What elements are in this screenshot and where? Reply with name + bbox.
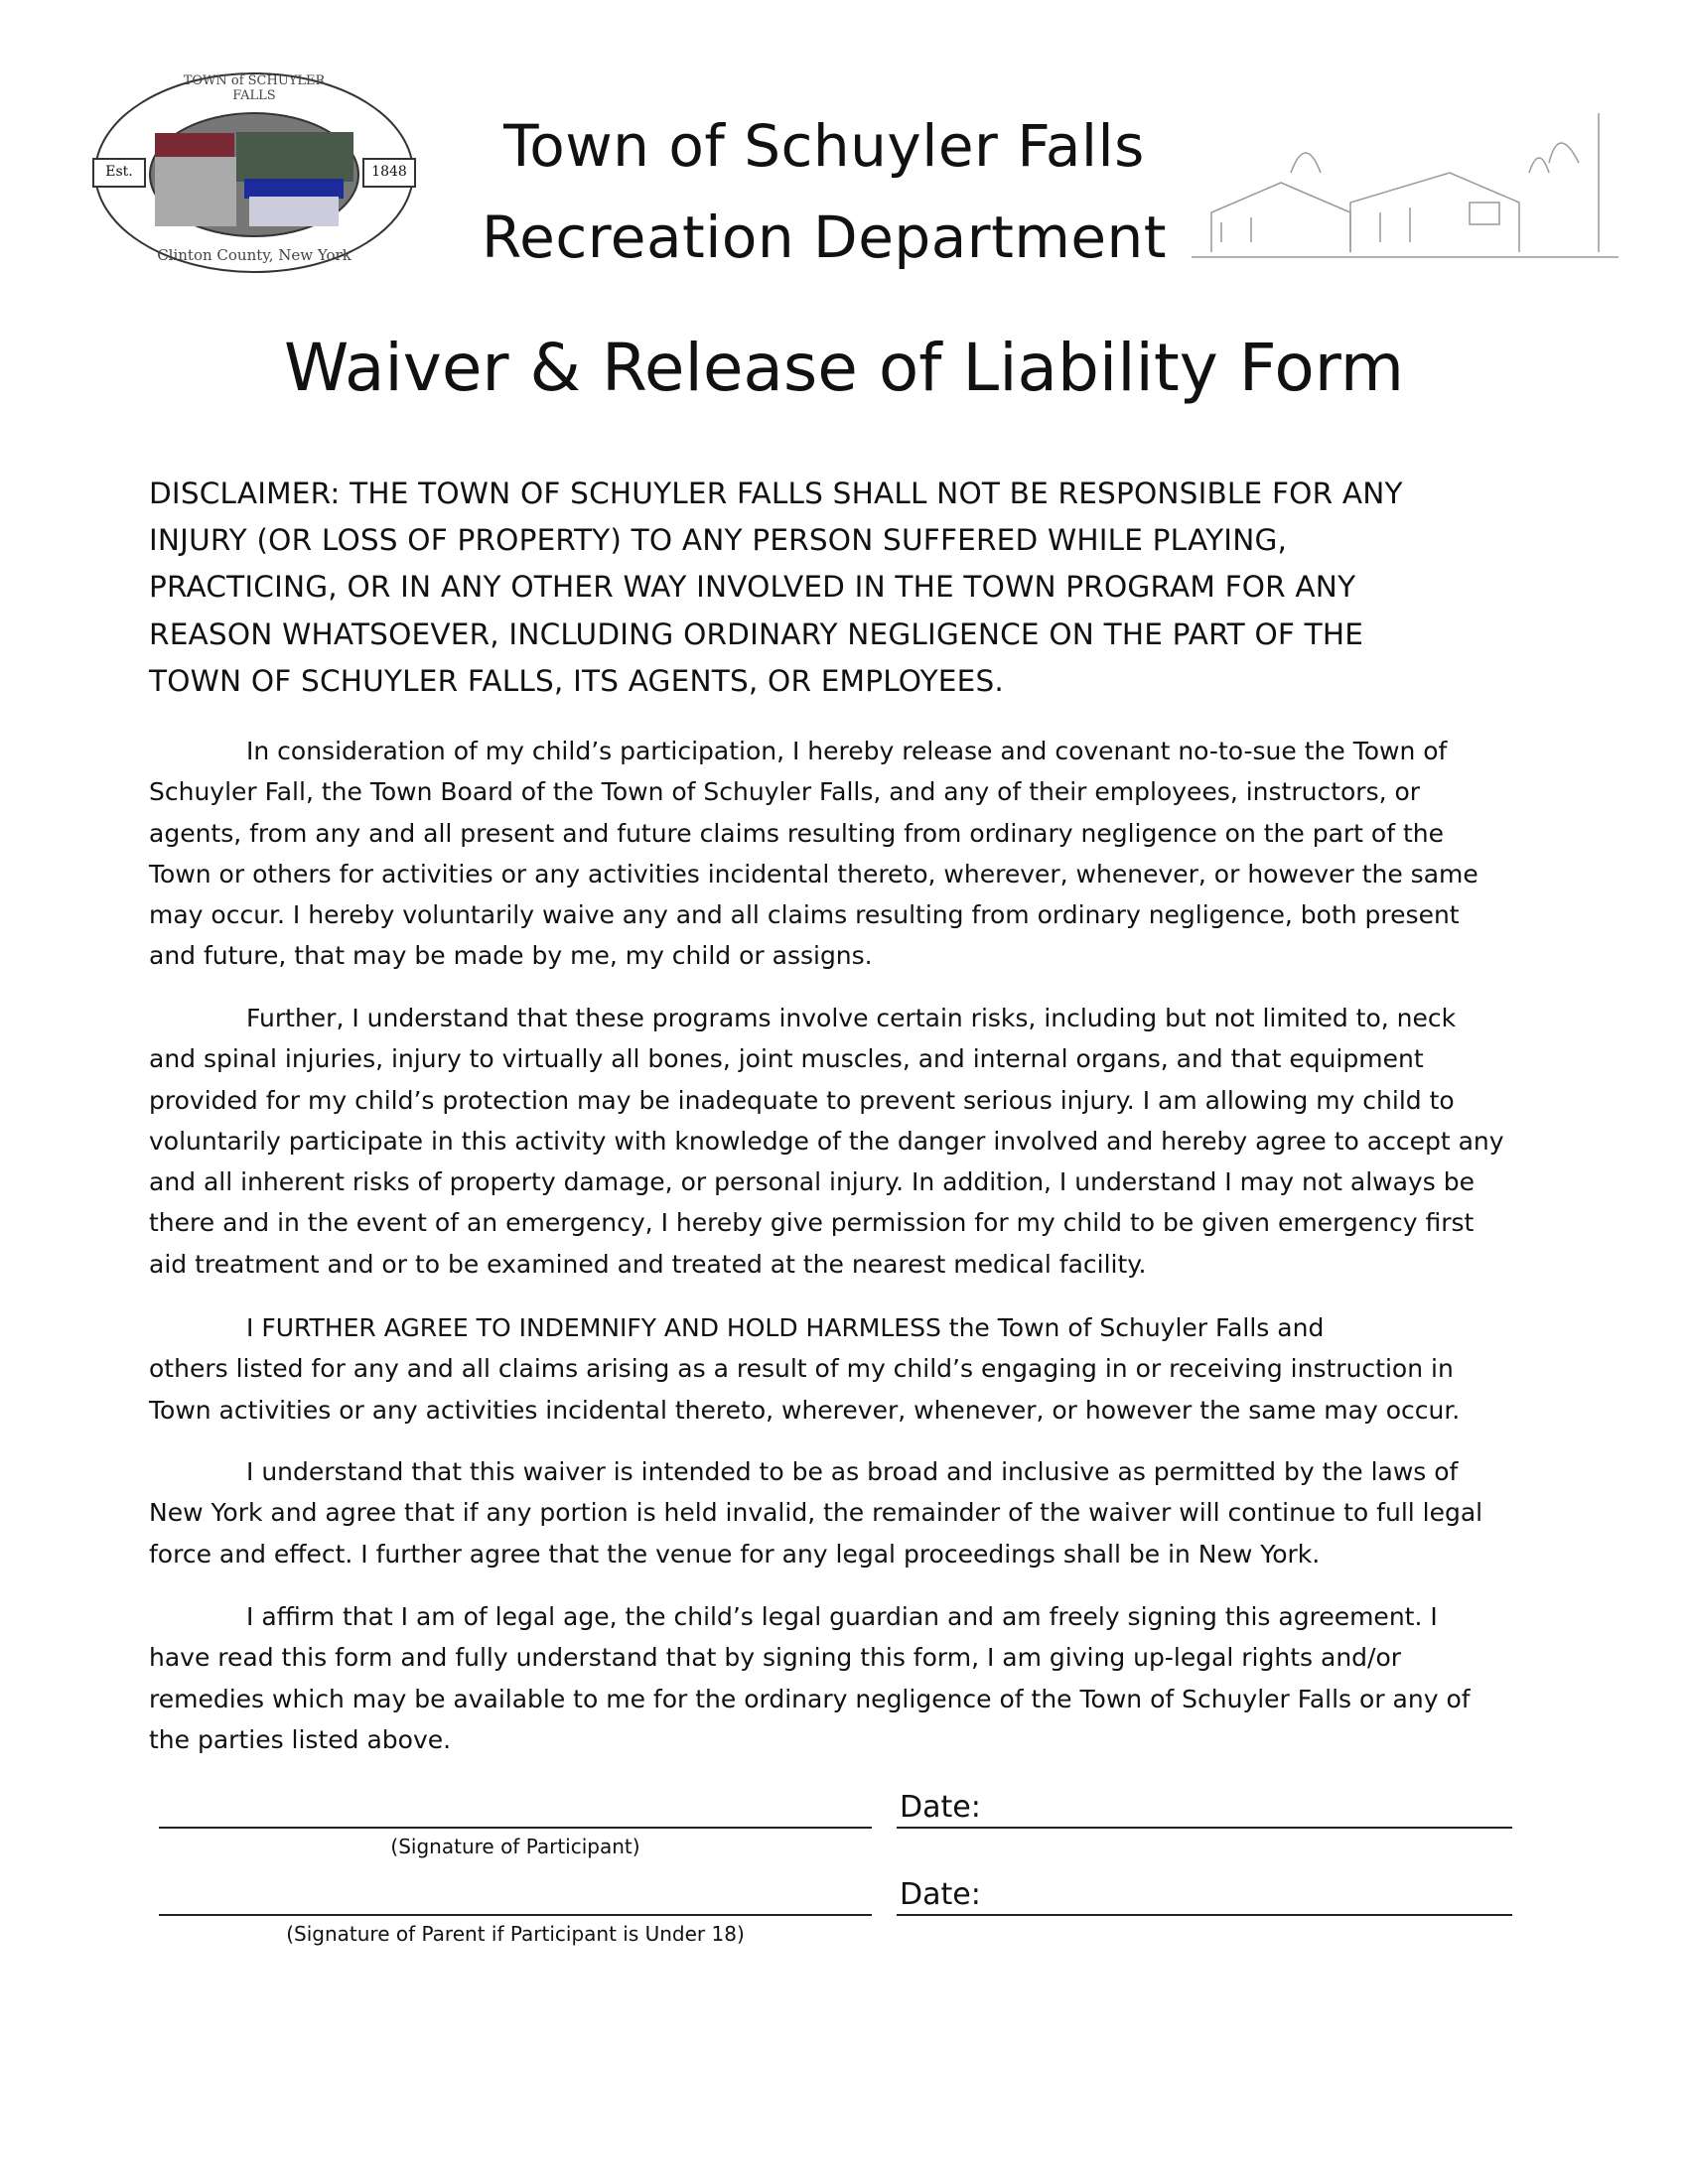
paragraph-line: New York and agree that if any portion is held invalid, the remainder of the waiver will continue to full legal <box>149 1498 1483 1528</box>
paragraph-line: agents, from any and all present and future claims resulting from ordinary negligence on the part of the <box>149 818 1444 848</box>
town-seal-logo <box>85 68 423 278</box>
paragraph-line: voluntarily participate in this activity with knowledge of the danger involved and hereby agree to accept any <box>149 1126 1504 1156</box>
town-hall-sketch-image <box>1192 103 1618 278</box>
parent-date-field[interactable] <box>897 1914 1512 1916</box>
seal-top-text: TOWN of SCHUYLER FALLS <box>183 73 326 103</box>
paragraph-line: Town activities or any activities incidental thereto, wherever, whenever, or however the same may occur. <box>149 1395 1461 1425</box>
paragraph-risks <box>149 998 1539 1285</box>
seal-bottom-text: Clinton County, New York <box>157 246 352 264</box>
paragraph-scope <box>149 1451 1539 1574</box>
participant-date-field[interactable] <box>897 1827 1512 1829</box>
parent-signature-label: (Signature of Parent if Participant is Under 18) <box>286 1922 745 1946</box>
form-title: Waiver & Release of Liability Form <box>283 330 1405 406</box>
seal-year-text: 1848 <box>371 164 407 180</box>
header-title-town: Town of Schuyler Falls <box>503 112 1145 180</box>
parent-signature-field[interactable] <box>159 1914 872 1916</box>
paragraph-line: the parties listed above. <box>149 1724 452 1754</box>
participant-signature-field[interactable] <box>159 1827 872 1829</box>
paragraph-affirmation <box>149 1596 1539 1760</box>
paragraph-line: Further, I understand that these programs involve certain risks, including but not limited to, neck <box>246 1004 1457 1032</box>
paragraph-line: Schuyler Fall, the Town Board of the Town of Schuyler Falls, and any of their employees, instructors, or <box>149 777 1421 807</box>
paragraph-line: remedies which may be available to me for the ordinary negligence of the Town of Schuyler Falls or any of <box>149 1684 1471 1713</box>
disclaimer-line: DISCLAIMER: THE TOWN OF SCHUYLER FALLS SHALL NOT BE RESPONSIBLE FOR ANY <box>149 477 1403 510</box>
paragraph-line: provided for my child’s protection may be inadequate to prevent serious injury. I am allowing my child to <box>149 1085 1455 1115</box>
date-label-parent: Date: <box>900 1877 981 1912</box>
disclaimer <box>149 471 1539 705</box>
paragraph-line: In consideration of my child’s participation, I hereby release and covenant no-to-sue the Town of <box>246 737 1448 765</box>
paragraph-line: force and effect. I further agree that the venue for any legal proceedings shall be in New York. <box>149 1539 1321 1569</box>
seal-est-text: Est. <box>105 164 133 180</box>
header-title-department: Recreation Department <box>481 204 1168 271</box>
paragraph-line: and all inherent risks of property damage, or personal injury. In addition, I understand I may not always be <box>149 1167 1475 1197</box>
disclaimer-line: INJURY (OR LOSS OF PROPERTY) TO ANY PERSON SUFFERED WHILE PLAYING, <box>149 523 1288 558</box>
paragraph-release <box>149 731 1539 977</box>
paragraph-line: there and in the event of an emergency, I hereby give permission for my child to be given emergency first <box>149 1208 1475 1238</box>
paragraph-line: and spinal injuries, injury to virtually all bones, joint muscles, and internal organs, and that equipment <box>149 1044 1424 1074</box>
paragraph-line: Town or others for activities or any activities incidental thereto, wherever, whenever, or however the same <box>149 859 1478 888</box>
paragraph-line: have read this form and fully understand that by signing this form, I am giving up-legal rights and/or <box>149 1643 1402 1673</box>
disclaimer-line: REASON WHATSOEVER, INCLUDING ORDINARY NEGLIGENCE ON THE PART OF THE <box>149 616 1364 651</box>
paragraph-line: others listed for any and all claims arising as a result of my child’s engaging in or receiving instruction in <box>149 1354 1454 1384</box>
paragraph-line: I affirm that I am of legal age, the child’s legal guardian and am freely signing this agreement. I <box>246 1602 1438 1631</box>
paragraph-line: aid treatment and or to be examined and treated at the nearest medical facility. <box>149 1249 1147 1279</box>
paragraph-line: may occur. I hereby voluntarily waive any and all claims resulting from ordinary negligence, both present <box>149 900 1460 930</box>
paragraph-line: I FURTHER AGREE TO INDEMNIFY AND HOLD HARMLESS the Town of Schuyler Falls and <box>246 1313 1325 1342</box>
date-label-participant: Date: <box>900 1790 981 1825</box>
paragraph-line: and future, that may be made by me, my child or assigns. <box>149 941 873 971</box>
paragraph-indemnify <box>149 1307 1539 1431</box>
disclaimer-line: PRACTICING, OR IN ANY OTHER WAY INVOLVED IN THE TOWN PROGRAM FOR ANY <box>149 570 1356 605</box>
disclaimer-line: TOWN OF SCHUYLER FALLS, ITS AGENTS, OR EMPLOYEES. <box>149 663 1004 698</box>
participant-signature-label: (Signature of Participant) <box>390 1835 640 1858</box>
paragraph-line: I understand that this waiver is intended to be as broad and inclusive as permitted by the laws of <box>246 1457 1459 1486</box>
